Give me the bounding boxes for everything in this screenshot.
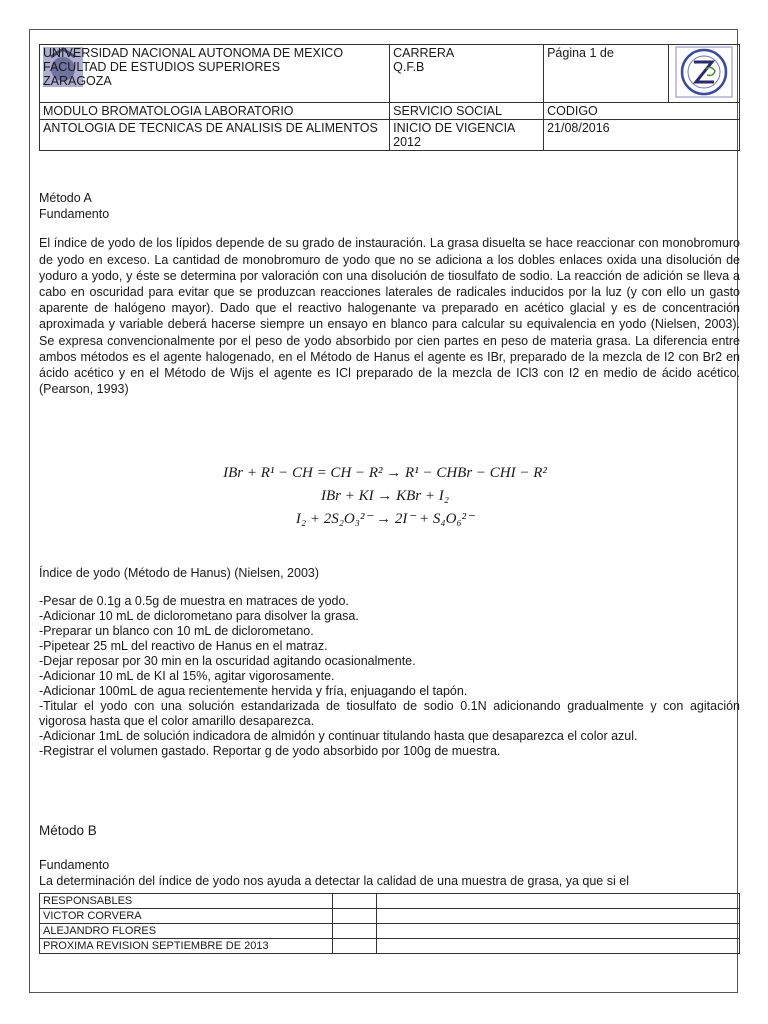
step-item: -Registrar el volumen gastado. Reportar g de yodo absorbido por 100g de muestra. bbox=[39, 744, 501, 759]
method-a-subtitle: Fundamento bbox=[39, 207, 110, 222]
next-revision: PROXIMA REVISION SEPTIEMBRE DE 2013 bbox=[40, 939, 333, 954]
step-item: -Pesar de 0.1g a 0.5g de muestra en matraces de yodo. bbox=[39, 594, 349, 609]
document-header-table bbox=[39, 44, 740, 151]
step-item: -Adicionar 1mL de solución indicadora de almidón y continuar titulando hasta que desaparezca el color azul. bbox=[39, 729, 638, 744]
hanus-title: Índice de yodo (Método de Hanus) (Nielsen, 2003) bbox=[39, 566, 320, 580]
empty-cell bbox=[377, 924, 740, 939]
empty-cell bbox=[333, 909, 377, 924]
method-b-fundamento bbox=[39, 857, 740, 889]
method-a-section bbox=[39, 190, 740, 397]
hanus-steps-list bbox=[39, 594, 740, 759]
step-item: -Adicionar 10 mL de diclorometano para disolver la grasa. bbox=[39, 609, 359, 624]
responsables-table bbox=[39, 893, 740, 954]
empty-cell bbox=[333, 924, 377, 939]
method-a-title: Método A bbox=[39, 191, 92, 205]
step-item: -Adicionar 10 mL de KI al 15%, agitar vigorosamente. bbox=[39, 669, 335, 684]
module-cell: MODULO BROMATOLOGIA LABORATORIO bbox=[40, 103, 390, 120]
method-b-subtitle: Fundamento bbox=[39, 858, 110, 872]
responsable-name: VICTOR CORVERA bbox=[40, 909, 333, 924]
method-b-title: Método B bbox=[39, 823, 97, 838]
institution-line-3: ZARAGOZA bbox=[43, 74, 112, 88]
empty-cell bbox=[333, 939, 377, 954]
codigo-cell: CODIGO bbox=[544, 103, 740, 120]
step-item: -Preparar un blanco con 10 mL de diclorometano. bbox=[39, 624, 314, 639]
reaction-equations bbox=[195, 462, 575, 531]
vigencia-label-cell: INICIO DE VIGENCIA 2012 bbox=[390, 120, 544, 151]
empty-cell bbox=[333, 894, 377, 909]
equation-1: IBr + R¹ − CH = CH − R² → R¹ − CHBr − CHI − R² bbox=[223, 465, 547, 481]
servicio-cell: SERVICIO SOCIAL bbox=[390, 103, 544, 120]
page-number-label: Página 1 de bbox=[547, 46, 614, 60]
table-row bbox=[40, 909, 740, 924]
step-item: -Dejar reposar por 30 min en la oscuridad agitando ocasionalmente. bbox=[39, 654, 416, 669]
institution-line-1: UNIVERSIDAD NACIONAL AUTONOMA DE MEXICO bbox=[43, 46, 344, 60]
step-item: -Pipetear 25 mL del reactivo de Hanus en el matraz. bbox=[39, 639, 328, 654]
equation-3: I₂ + 2S₂O₃²⁻ → 2I⁻ + S₄O₆²⁻ bbox=[295, 511, 475, 527]
carrera-cell bbox=[390, 45, 544, 103]
fes-zaragoza-seal-icon bbox=[673, 45, 735, 99]
step-item: -Titular el yodo con una solución estandarizada de tiosulfato de sodio 0.1N adicionando gradualmente y con agitación vigorosa hasta que el color amarillo desaparezca. bbox=[39, 699, 740, 729]
page-number-cell bbox=[544, 45, 669, 103]
institution-cell bbox=[40, 45, 390, 103]
responsable-name: ALEJANDRO FLORES bbox=[40, 924, 333, 939]
method-a-paragraph: El índice de yodo de los lípidos depende de su grado de instauración. La grasa disuelta se hace reaccionar con monobromuro de yodo en exceso. La cantidad de monobromuro de yodo que no se adiciona a los dobles enlaces oxida una disolución de yoduro a yodo, y éste se determina por valoración con una disolución de tiosulfato de sodio. La reacción de adición se lleva a cabo en oscuridad para evitar que se produzcan reacciones laterales de radicales inducidos por la luz (y con ello un gasto aparente de halógeno mayor). Dado que el reactivo halogenante va preparado en acético glacial y es de concentración aproximada y variable deberá hacerse siempre un ensayo en blanco para calcular su equivalencia en yodo (Nielsen, 2003). Se expresa convencionalmente por el peso de yodo absorbido por cien partes en peso de materia grasa. La diferencia entre ambos métodos es el agente halogenado, en el Método de Hanus el agente es IBr, preparado de la mezcla de I2 con Br2 en ácido acético y en el Método de Wijs el agente es ICl preparado de la mezcla de ICl3 con I2 en medio de ácido acético. (Pearson, 1993) bbox=[39, 236, 740, 397]
table-row bbox=[40, 894, 740, 909]
carrera-label: CARRERA bbox=[393, 46, 455, 60]
hanus-section bbox=[39, 565, 740, 759]
method-b-text: La determinación del índice de yodo nos ayuda a detectar la calidad de una muestra de grasa, ya que si el bbox=[39, 874, 629, 888]
institution-line-2: FACULTAD DE ESTUDIOS SUPERIORES bbox=[43, 60, 281, 74]
responsables-header: RESPONSABLES bbox=[40, 894, 333, 909]
carrera-value: Q.F.B bbox=[393, 60, 425, 74]
step-item: -Adicionar 100mL de agua recientemente hervida y fría, enjuagando el tapón. bbox=[39, 684, 468, 699]
vigencia-date-cell: 21/08/2016 bbox=[544, 120, 740, 151]
antologia-cell: ANTOLOGIA DE TECNICAS DE ANALISIS DE ALIMENTOS bbox=[40, 120, 390, 151]
empty-cell bbox=[377, 909, 740, 924]
table-row bbox=[40, 924, 740, 939]
equation-2: IBr + KI → KBr + I₂ bbox=[321, 488, 449, 504]
logo-cell bbox=[669, 45, 740, 103]
empty-cell bbox=[377, 939, 740, 954]
empty-cell bbox=[377, 894, 740, 909]
table-row bbox=[40, 939, 740, 954]
